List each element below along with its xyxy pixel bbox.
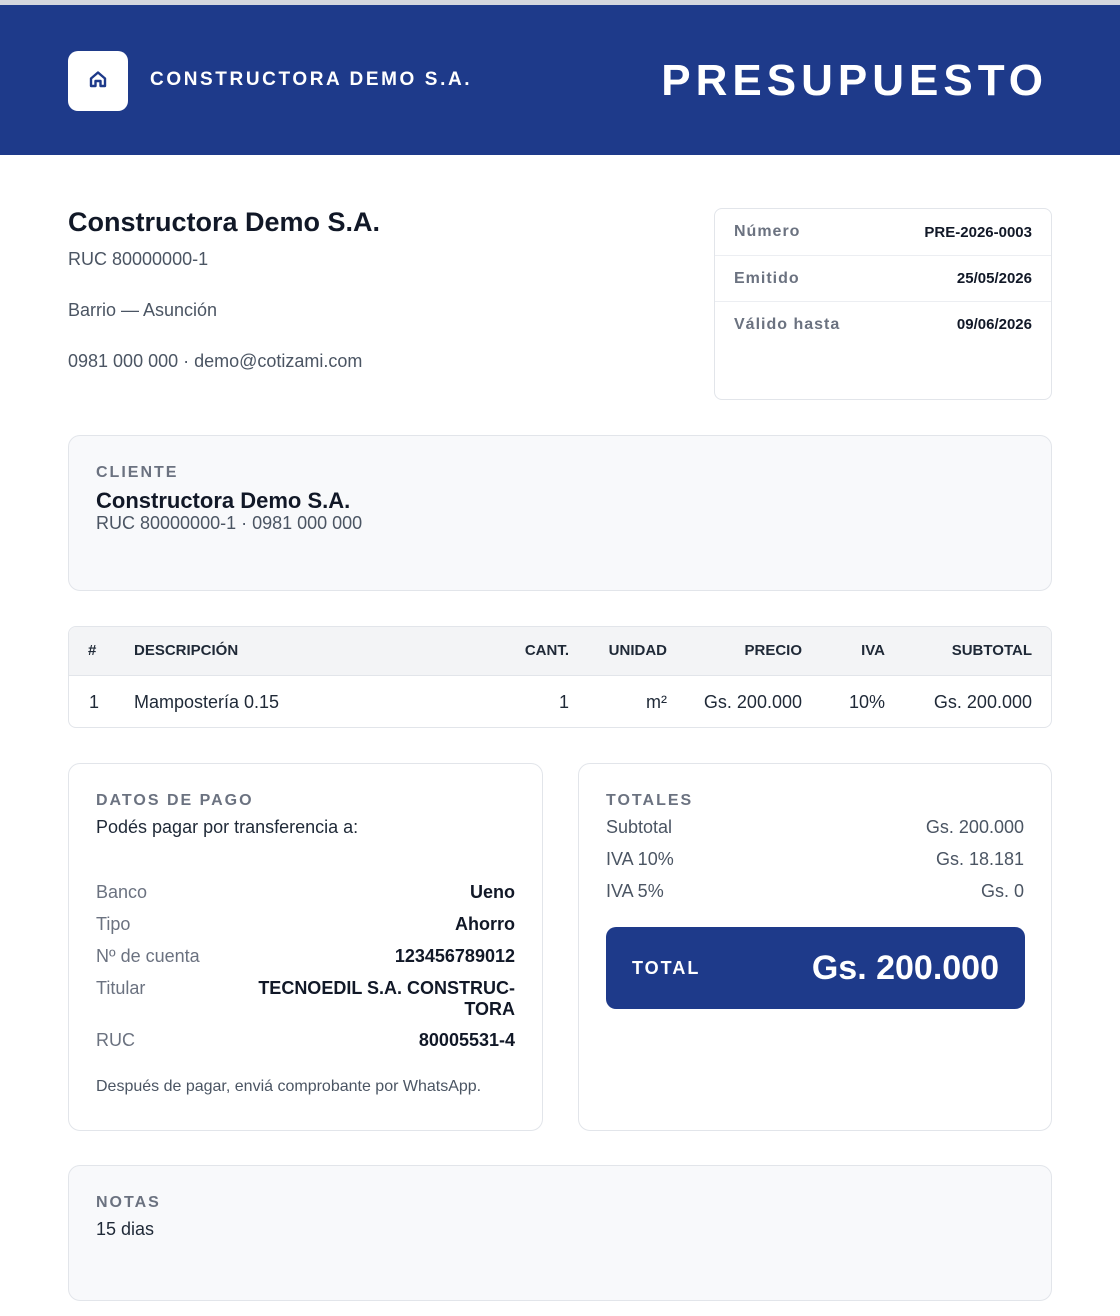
document-title: PRESUPUESTO — [661, 56, 1048, 105]
holder-line-2: TORA — [464, 999, 515, 1019]
payment-value: 80005531-4 — [418, 1030, 515, 1050]
header-company-name: CONSTRUCTORA DEMO S.A. — [150, 69, 473, 90]
payment-row-holder — [96, 978, 515, 1020]
meta-label: Válido hasta — [734, 315, 841, 333]
meta-row-issued — [715, 255, 1051, 301]
issuer-contact: 0981 000 000 · demo@cotizami.com — [68, 351, 363, 371]
payment-row-type — [96, 914, 515, 935]
client-card — [68, 435, 1052, 591]
column-header-iva: IVA — [861, 642, 885, 659]
totals-row-iva-5 — [606, 880, 1024, 902]
column-header-num: # — [88, 642, 97, 659]
totals-value: Gs. 0 — [980, 881, 1024, 901]
cell-description: Mampostería 0.15 — [134, 692, 280, 712]
issuer-name: Constructora Demo S.A. — [68, 207, 381, 237]
grand-total-bar — [606, 927, 1025, 1009]
grand-total-value: Gs. 200.000 — [811, 948, 999, 987]
payment-label: Titular — [96, 978, 146, 998]
payment-value: 123456789012 — [394, 946, 515, 966]
table-header — [69, 627, 1051, 676]
totals-section-label: TOTALES — [606, 792, 694, 809]
payment-card — [68, 763, 543, 1131]
payment-row-bank — [96, 882, 515, 903]
meta-row-valid-until — [715, 301, 1051, 347]
meta-value: 25/05/2026 — [956, 270, 1032, 287]
payment-value: Ueno — [470, 882, 515, 902]
payment-label: RUC — [96, 1030, 135, 1050]
cell-unit: m² — [646, 692, 667, 712]
payment-label: Tipo — [96, 914, 131, 934]
issuer-ruc: RUC 80000000-1 — [68, 249, 209, 269]
payment-note: Después de pagar, enviá comprobante por WhatsApp. — [96, 1078, 482, 1095]
payment-label: Nº de cuenta — [96, 946, 200, 966]
issuer-address: Barrio — Asunción — [68, 300, 218, 320]
client-section-label: CLIENTE — [96, 464, 179, 481]
client-info: RUC 80000000-1 · 0981 000 000 — [96, 513, 363, 533]
home-icon — [88, 69, 108, 94]
payment-row-ruc — [96, 1030, 515, 1051]
column-header-subtotal: SUBTOTAL — [951, 642, 1032, 659]
totals-label: IVA 10% — [606, 849, 674, 869]
meta-row-number — [715, 209, 1051, 255]
column-header-quantity: CANT. — [524, 642, 569, 659]
totals-label: IVA 5% — [606, 881, 664, 901]
holder-line-1: TECNOEDIL S.A. CONSTRUC- — [258, 978, 515, 998]
document-header — [0, 5, 1120, 155]
notes-section-label: NOTAS — [96, 1194, 161, 1211]
totals-card — [578, 763, 1052, 1131]
payment-row-account-number — [96, 946, 515, 967]
column-header-price: PRECIO — [744, 642, 802, 659]
payment-section-label: DATOS DE PAGO — [96, 792, 254, 809]
totals-value: Gs. 18.181 — [935, 849, 1024, 869]
cell-iva: 10% — [848, 692, 885, 712]
payment-label: Banco — [96, 882, 148, 902]
column-header-description: DESCRIPCIÓN — [134, 642, 239, 659]
meta-label: Emitido — [734, 269, 800, 287]
company-logo — [68, 51, 128, 111]
cell-subtotal: Gs. 200.000 — [933, 692, 1032, 712]
totals-label: Subtotal — [606, 817, 673, 837]
payment-value: Ahorro — [455, 914, 515, 934]
totals-row-iva-10 — [606, 848, 1024, 870]
meta-label: Número — [734, 223, 801, 240]
meta-value: PRE-2026-0003 — [924, 223, 1032, 241]
totals-value: Gs. 200.000 — [925, 817, 1024, 837]
payment-intro: Podés pagar por transferencia a: — [96, 817, 359, 837]
cell-quantity: 1 — [558, 692, 569, 712]
totals-row-subtotal — [606, 816, 1024, 838]
grand-total-label: TOTAL — [632, 957, 701, 978]
meta-value: 09/06/2026 — [956, 316, 1032, 333]
payment-value — [258, 978, 515, 1020]
notes-card — [68, 1165, 1052, 1301]
client-name: Constructora Demo S.A. — [96, 488, 351, 513]
cell-price: Gs. 200.000 — [703, 692, 802, 712]
cell-num: 1 — [89, 692, 100, 712]
column-header-unit: UNIDAD — [608, 642, 667, 659]
document-meta-box — [714, 208, 1052, 400]
notes-text: 15 dias — [96, 1219, 155, 1239]
items-table — [68, 626, 1052, 728]
